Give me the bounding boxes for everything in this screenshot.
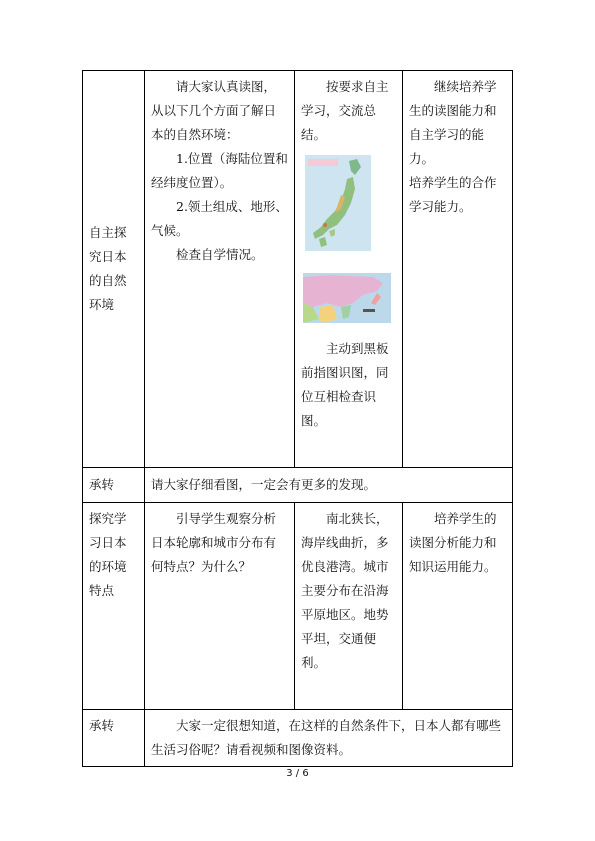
stage-label: 承转 <box>89 477 115 492</box>
east-asia-political-map-icon <box>303 273 391 323</box>
student-activity-cell <box>295 503 403 710</box>
teacher-text: 引导学生观察分析日本轮廓和城市分布有何特点？为什么？ <box>151 511 277 574</box>
purpose-text: 继续培养学生的读图能力和自主学习的能力。 <box>409 79 497 166</box>
stage-label-cell <box>83 71 145 468</box>
purpose-text: 培养学生的读图分析能力和知识运用能力。 <box>409 511 497 574</box>
transition-cell <box>145 710 513 767</box>
teacher-activity-cell <box>145 503 295 710</box>
teacher-text: 2.领土组成、地形、气候。 <box>151 199 288 238</box>
stage-label: 探究学习日本的环境特点 <box>89 511 127 598</box>
teacher-text: 请大家认真读图，从以下几个方面了解日本的自然环境： <box>151 79 277 142</box>
map-images <box>301 155 396 323</box>
stage-label-cell <box>83 503 145 710</box>
transition-text: 请大家仔细看图，一定会有更多的发现。 <box>151 477 377 492</box>
stage-label-cell <box>83 468 145 503</box>
stage-label: 承转 <box>89 718 115 733</box>
transition-text: 大家一定很想知道，在这样的自然条件下，日本人都有哪些生活习俗呢？请看视频和图像资料。 <box>151 718 502 757</box>
purpose-cell <box>403 503 513 710</box>
stage-label: 自主探究日本的自然环境 <box>89 225 127 312</box>
transition-cell <box>145 468 513 503</box>
student-text: 按要求自主学习，交流总结。 <box>301 79 389 142</box>
table-row <box>83 503 513 710</box>
teacher-text: 检查自学情况。 <box>176 247 264 262</box>
japan-physical-map-icon <box>305 155 371 251</box>
purpose-text: 培养学生的合作学习能力。 <box>409 175 497 214</box>
student-activity-cell <box>295 71 403 468</box>
page-number: 3 / 6 <box>286 768 309 779</box>
lesson-plan-table <box>82 70 513 767</box>
purpose-cell <box>403 71 513 468</box>
table-row <box>83 710 513 767</box>
student-text: 南北狭长，海岸线曲折，多优良港湾。城市主要分布在沿海平原地区。地势平坦，交通便利。 <box>301 511 389 670</box>
table-row <box>83 468 513 503</box>
table-row <box>83 71 513 468</box>
stage-label-cell <box>83 710 145 767</box>
teacher-text: 1.位置（海陆位置和经纬度位置）。 <box>151 151 288 190</box>
teacher-activity-cell <box>145 71 295 468</box>
student-text: 主动到黑板前指图识图，同位互相检查识图。 <box>301 341 389 428</box>
